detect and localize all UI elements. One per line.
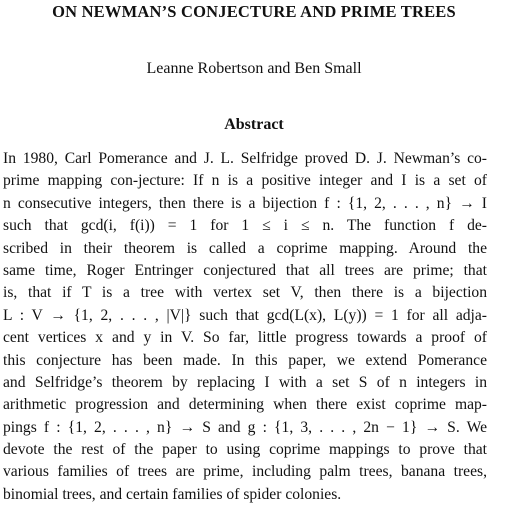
paper-title: ON NEWMAN’S CONJECTURE AND PRIME TREES (52, 2, 456, 21)
abstract-line: various families of trees are prime, including palm trees, banana trees, (3, 463, 487, 481)
paper-authors: Leanne Robertson and Ben Small (146, 60, 362, 77)
abstract-line: In 1980, Carl Pomerance and J. L. Selfridge proved D. J. Newman’s co- (3, 150, 487, 167)
abstract-body (3, 148, 487, 506)
abstract-line: pings f : {1, 2, . . . , n} → S and g : {1, 3, . . . , 2n − 1} → S. We (3, 418, 487, 436)
abstract-line: scribed in their theorem is called a coprime mapping. Around the (3, 239, 487, 257)
abstract-line: L : V → {1, 2, . . . , |V|} such that gcd(L(x), L(y)) = 1 for all adja- (3, 306, 487, 324)
abstract-line: devote the rest of the paper to using coprime mappings to prove that (3, 441, 487, 459)
abstract-line: prime mapping con-jecture: If n is a positive integer and I is a set of (3, 172, 487, 190)
abstract-line: arithmetic progression and determining when there exist coprime map- (3, 396, 487, 414)
abstract-line: this conjecture has been made. In this paper, we extend Pomerance (3, 351, 487, 369)
abstract-line: and Selfridge’s theorem by replacing I with a set S of n integers in (3, 373, 487, 391)
abstract-line: n consecutive integers, then there is a bijection f : {1, 2, . . . , n} → I (3, 194, 487, 212)
abstract-line: is, that if T is a tree with vertex set V, then there is a bijection (3, 284, 487, 302)
abstract-line: same time, Roger Entringer conjectured that all trees are prime; that (3, 261, 487, 279)
abstract-line: cent vertices x and y in V. So far, little progress towards a proof of (3, 329, 487, 347)
abstract-line: such that gcd(i, f(i)) = 1 for 1 ≤ i ≤ n. The function f de- (3, 217, 487, 235)
abstract-heading: Abstract (224, 116, 284, 133)
abstract-line: binomial trees, and certain families of spider colonies. (3, 485, 342, 503)
